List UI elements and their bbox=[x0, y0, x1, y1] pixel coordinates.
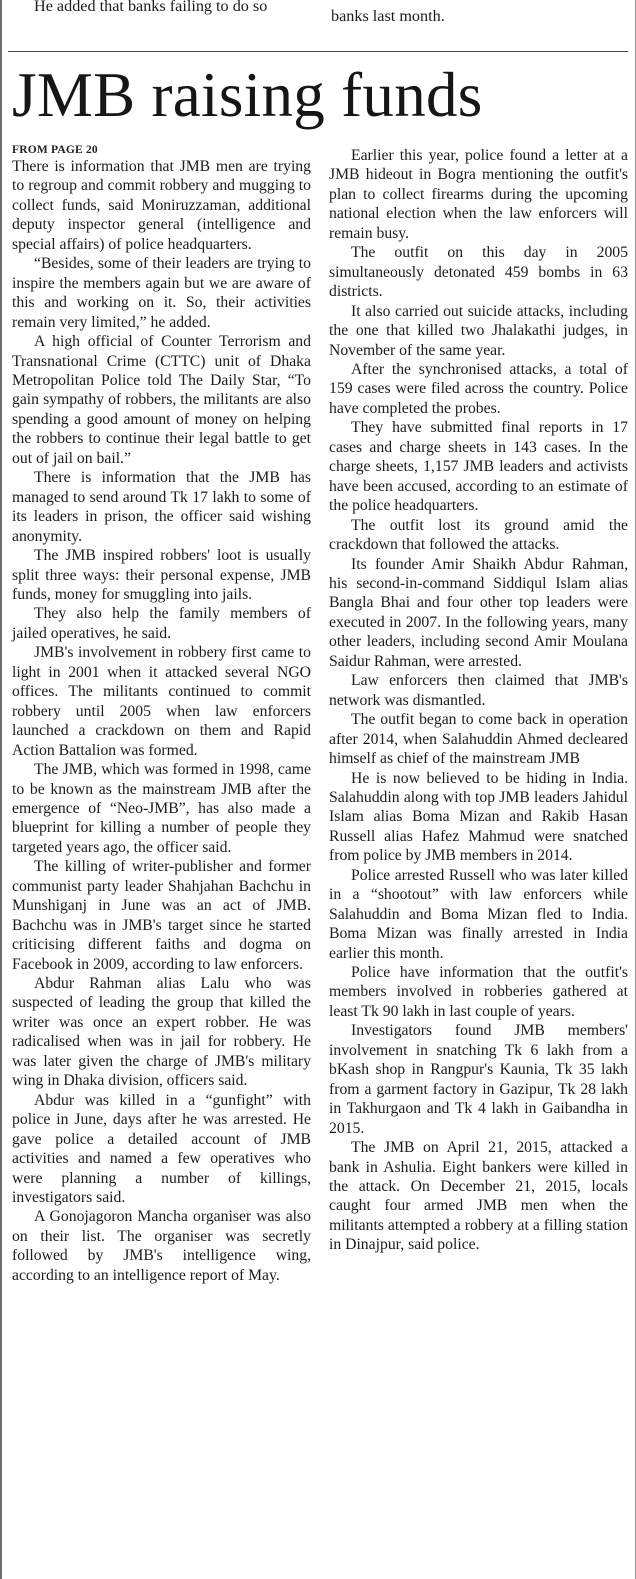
article-paragraph: Investigators found JMB members' involvement in snatching Tk 6 lakh from a bKash shop in Rangpur's Kaunia, Tk 35 lakh from a garment factory in Gazipur, Tk 28 lakh in Takhurgaon and Tk 4 lakh in Gaibandha in 2015. bbox=[329, 1022, 628, 1137]
article-paragraph: Police have information that the outfit's members involved in robberies gathered at least Tk 90 lakh in last couple of years. bbox=[329, 964, 628, 1020]
previous-article-fragment bbox=[0, 0, 636, 28]
article-paragraph: The killing of writer-publisher and former communist party leader Shahjahan Bachchu in Munshiganj in June was an act of JMB. Bachchu was in JMB's target since he started criticising different faiths and dogma on Facebook in 2009, according to law enforcers. bbox=[12, 858, 311, 973]
article-paragraph: Abdur was killed in a “gunfight” with police in June, days after he was arrested. He gave police a detailed account of JMB activities and named a few operatives who were planning a number of killings, investigators said. bbox=[12, 1091, 311, 1207]
article-paragraph: He is now believed to be hiding in India. Salahuddin along with top JMB leaders Jahidul Islam alias Boma Mizan and Rakib Hasan Russell alias Hafez Mahmud were snatched from police by JMB members in 2014. bbox=[329, 769, 628, 865]
article-headline: JMB raising funds bbox=[12, 60, 483, 130]
article-paragraph: The JMB inspired robbers' loot is usually split three ways: their personal expense, JMB funds, money for smuggling into jails. bbox=[12, 547, 311, 603]
article-paragraph: A high official of Counter Terrorism and Transnational Crime (CTTC) unit of Dhaka Metropolitan Police told The Daily Star, “To gain sympathy of robbers, the militants are also spending a good amount of money on helping the robbers to continue their legal battle to get out of jail on bail.” bbox=[12, 333, 311, 467]
article-paragraph: Law enforcers then claimed that JMB's network was dismantled. bbox=[329, 672, 628, 709]
article-column-right bbox=[329, 146, 628, 1255]
article-paragraph: Abdur Rahman alias Lalu who was suspected of leading the group that killed the writer was once an expert robber. He was radicalised when was in jail for robbery. He was later given the charge of JMB's military wing in Dhaka division, officers said. bbox=[12, 975, 311, 1090]
article-paragraph: “Besides, some of their leaders are trying to inspire the members again but we are aware of this and working on it. So, their activities remain very limited,” he added. bbox=[12, 255, 311, 331]
article-paragraph: They have submitted final reports in 17 cases and charge sheets in 143 cases. In the charge sheets, 1,157 JMB leaders and activists have been accused, according to an estimate of the police headquarters. bbox=[329, 419, 628, 515]
article-paragraph: Its founder Amir Shaikh Abdur Rahman, his second-in-command Siddiqul Islam alias Bangla Bhai and four other top leaders were executed in 2007. In the following years, many other leaders, including second Amir Moulana Saidur Rahman, were arrested. bbox=[329, 555, 628, 670]
article-paragraph: The outfit lost its ground amid the crackdown that followed the attacks. bbox=[329, 516, 628, 554]
jump-line: FROM PAGE 20 bbox=[12, 144, 98, 156]
previous-article-text-right: banks last month. bbox=[331, 7, 445, 25]
page-border-left bbox=[0, 0, 2, 1579]
article-paragraph: The JMB, which was formed in 1998, came to be known as the mainstream JMB after the emergence of “Neo-JMB”, has also made a blueprint for killing a number of people they targeted years ago, the officer said. bbox=[12, 761, 311, 856]
article-paragraph: A Gonojagoron Mancha organiser was also on their list. The organiser was secretly followed by JMB's intelligence wing, according to an intelligence report of May. bbox=[12, 1208, 311, 1284]
article-paragraph: The outfit began to come back in operation after 2014, when Salahuddin Ahmed decleared himself as chief of the mainstream JMB bbox=[329, 711, 628, 768]
article-paragraph: The JMB on April 21, 2015, attacked a bank in Ashulia. Eight bankers were killed in the attack. On December 21, 2015, locals caught four armed JMB men when the militants attempted a robbery at a filling station in Dinajpur, said police. bbox=[329, 1139, 628, 1254]
article-paragraph: Earlier this year, police found a letter at a JMB hideout in Bogra mentioning the outfit's plan to collect firearms during the upcoming national election when the law enforcers will remain busy. bbox=[329, 147, 628, 242]
article-paragraph: It also carried out suicide attacks, including the one that killed two Jhalakathi judges, in November of the same year. bbox=[329, 302, 628, 359]
article-paragraph: There is information that the JMB has managed to send around Tk 17 lakh to some of its leaders in prison, the officer said wishing anonymity. bbox=[12, 469, 311, 545]
article-paragraph: After the synchronised attacks, a total of 159 cases were filed across the country. Police have completed the probes. bbox=[329, 360, 628, 417]
previous-article-text-left: He added that banks failing to do so bbox=[34, 0, 268, 15]
article-paragraph: Police arrested Russell who was later killed in a “shootout” with law enforcers while Salahuddin and Boma Mizan fled to India. Boma Mizan was finally arrested in India earlier this month. bbox=[329, 866, 628, 962]
article-paragraph: The outfit on this day in 2005 simultaneously detonated 459 bombs in 63 districts. bbox=[329, 244, 628, 301]
article-paragraph: They also help the family members of jailed operatives, he said. bbox=[12, 605, 311, 642]
article-column-left bbox=[12, 143, 311, 1285]
article-paragraph: JMB's involvement in robbery first came to light in 2001 when it attacked several NGO offices. The militants continued to commit robbery until 2005 when law enforcers launched a crackdown on them and Rapid Action Battalion was formed. bbox=[12, 644, 311, 759]
article-paragraph: There is information that JMB men are trying to regroup and commit robbery and mugging to collect funds, said Moniruzzaman, additional deputy inspector general (intelligence and special affairs) of police headquarters. bbox=[12, 158, 311, 253]
section-divider bbox=[8, 51, 628, 52]
